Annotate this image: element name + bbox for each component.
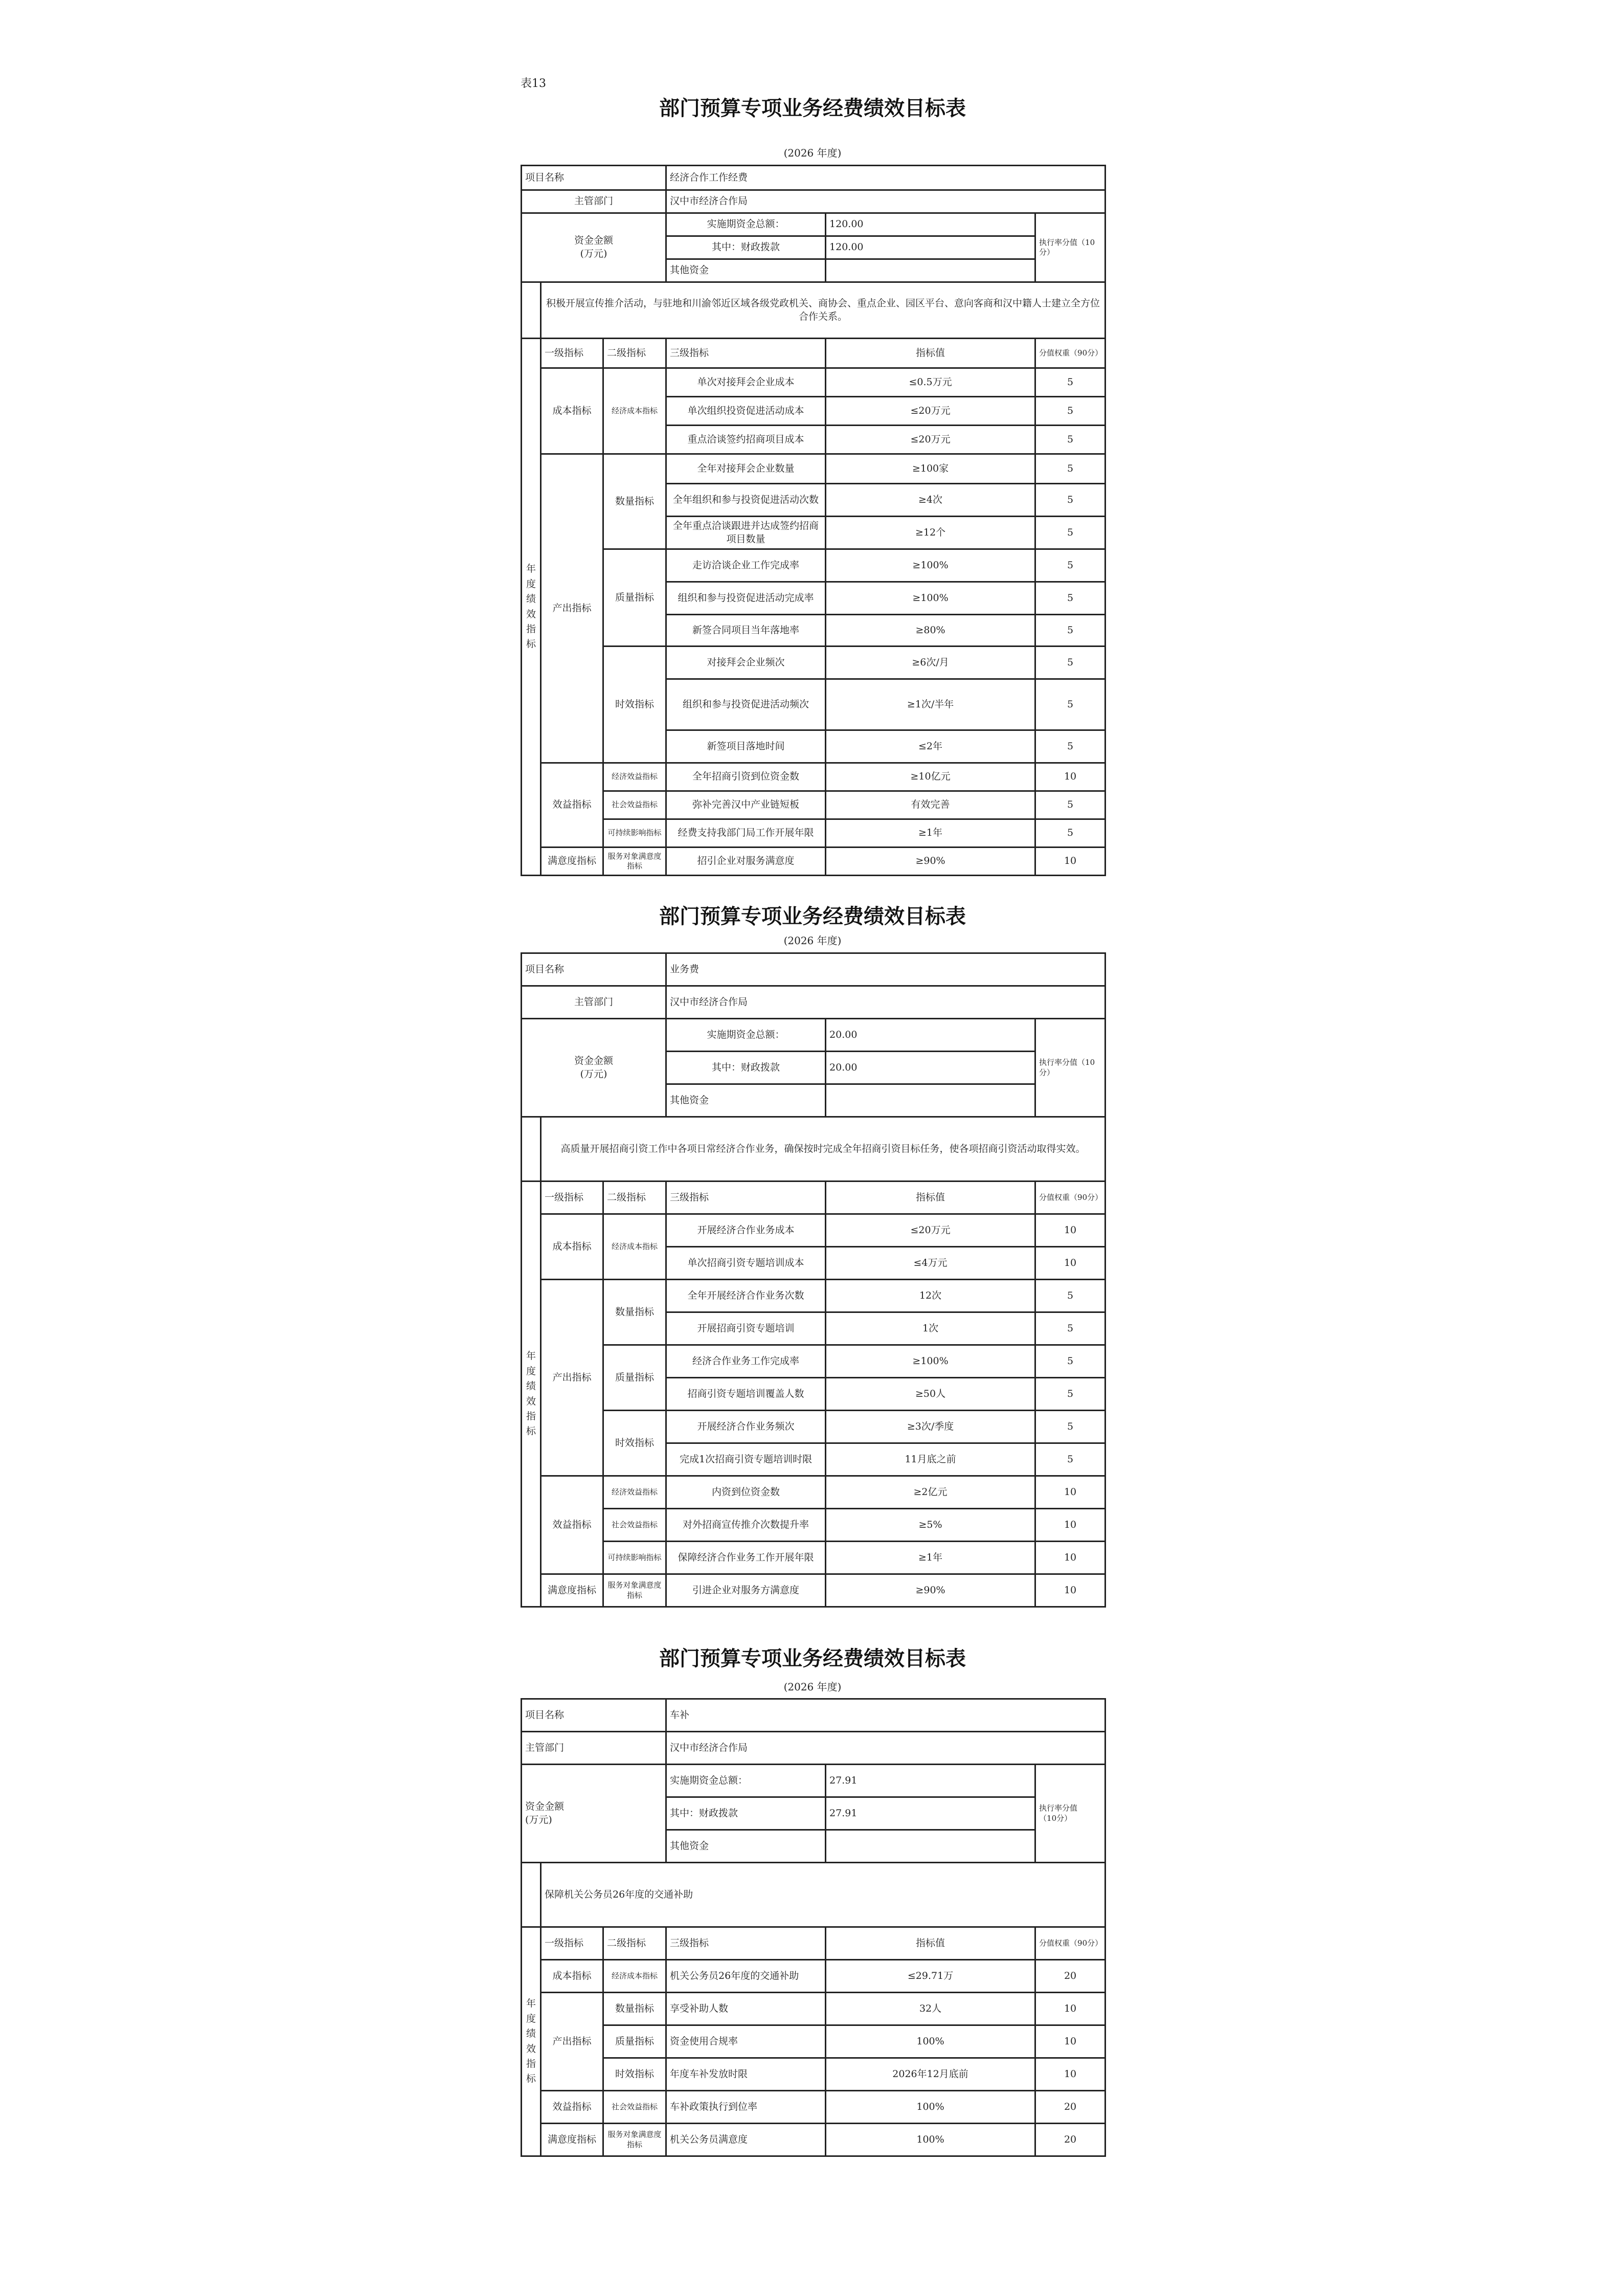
- indicator-value: ≥50人: [826, 1378, 1035, 1411]
- level3-indicator: 完成1次招商引资专题培训时限: [666, 1443, 826, 1476]
- indicator-weight: 5: [1035, 517, 1106, 549]
- indicator-weight: 5: [1035, 368, 1106, 397]
- indicator-value: 32人: [826, 1993, 1035, 2025]
- level3-indicator: 新签合同项目当年落地率: [666, 615, 826, 647]
- indicator-weight: 10: [1035, 1542, 1106, 1574]
- indicator-value: ≥2亿元: [826, 1476, 1035, 1509]
- level2-indicator: 经济成本指标: [603, 1214, 666, 1280]
- performance-table: [521, 165, 1106, 876]
- level3-indicator: 全年开展经济合作业务次数: [666, 1280, 826, 1312]
- level1-indicator: 产出指标: [541, 1993, 603, 2091]
- total-funds-value: 27.91: [826, 1765, 1035, 1797]
- fiscal-funds-value: 27.91: [826, 1797, 1035, 1830]
- execution-rate-score: 执行率分值（10分）: [1035, 213, 1106, 282]
- indicator-weight: 20: [1035, 1960, 1106, 1993]
- level3-indicator: 保障经济合作业务工作开展年限: [666, 1542, 826, 1574]
- level2-indicator: 时效指标: [603, 1411, 666, 1476]
- level2-indicator: 社会效益指标: [603, 791, 666, 819]
- dept-label: 主管部门: [522, 986, 666, 1019]
- indicator-value: ≥4次: [826, 484, 1035, 517]
- table-row: [522, 2025, 1106, 2058]
- level3-indicator: 开展经济合作业务频次: [666, 1411, 826, 1443]
- dept-label: 主管部门: [522, 190, 666, 213]
- header-level3: 三级指标: [666, 1927, 826, 1960]
- level3-indicator: 开展经济合作业务成本: [666, 1214, 826, 1247]
- indicator-value: ≥3次/季度: [826, 1411, 1035, 1443]
- indicator-value: ≤29.71万: [826, 1960, 1035, 1993]
- level1-indicator: 产出指标: [541, 1280, 603, 1476]
- level1-indicator: 效益指标: [541, 2091, 603, 2124]
- other-funds-label: 其他资金: [666, 1830, 826, 1863]
- indicator-weight: 10: [1035, 763, 1106, 791]
- level3-indicator: 全年重点洽谈跟进并达成签约招商项目数量: [666, 517, 826, 549]
- level2-indicator: 经济成本指标: [603, 1960, 666, 1993]
- header-weight: 分值权重（90分）: [1035, 1182, 1106, 1214]
- other-funds-value: [826, 1830, 1035, 1863]
- level3-indicator: 全年对接拜会企业数量: [666, 454, 826, 484]
- indicator-weight: 5: [1035, 582, 1106, 615]
- indicator-value: ≤4万元: [826, 1247, 1035, 1280]
- execution-rate-score: 执行率分值（10分）: [1035, 1019, 1106, 1117]
- other-funds-value: [826, 1084, 1035, 1117]
- indicator-value: ≤20万元: [826, 1214, 1035, 1247]
- level3-indicator: 招引企业对服务满意度: [666, 848, 826, 876]
- table-title: 部门预算专项业务经费绩效目标表: [659, 97, 966, 120]
- level1-indicator: 满意度指标: [541, 848, 603, 876]
- indicator-value: ≥10亿元: [826, 763, 1035, 791]
- level1-indicator: 效益指标: [541, 763, 603, 848]
- table-row: [522, 368, 1106, 397]
- level3-indicator: 组织和参与投资促进活动完成率: [666, 582, 826, 615]
- level1-indicator: 产出指标: [541, 454, 603, 763]
- level2-indicator: 经济效益指标: [603, 1476, 666, 1509]
- indicator-value: 100%: [826, 2091, 1035, 2124]
- level2-indicator: 社会效益指标: [603, 1509, 666, 1542]
- level1-indicator: 效益指标: [541, 1476, 603, 1574]
- header-level2: 二级指标: [603, 1182, 666, 1214]
- indicator-weight: 5: [1035, 1378, 1106, 1411]
- indicator-value: 有效完善: [826, 791, 1035, 819]
- indicator-weight: 20: [1035, 2124, 1106, 2156]
- level2-indicator: 服务对象满意度指标: [603, 1574, 666, 1607]
- table-row: [522, 1214, 1106, 1247]
- total-funds-label: 实施期资金总额：: [666, 1765, 826, 1797]
- indicator-value: 1次: [826, 1312, 1035, 1345]
- funds-label: 资金金额 (万元): [522, 1019, 666, 1117]
- other-funds-label: 其他资金: [666, 1084, 826, 1117]
- indicator-weight: 5: [1035, 1280, 1106, 1312]
- indicator-weight: 10: [1035, 1993, 1106, 2025]
- indicator-weight: 5: [1035, 819, 1106, 848]
- total-funds-label: 实施期资金总额：: [666, 1019, 826, 1052]
- level2-indicator: 数量指标: [603, 454, 666, 549]
- fiscal-funds-value: 20.00: [826, 1052, 1035, 1084]
- header-value: 指标值: [826, 1182, 1035, 1214]
- indicator-weight: 10: [1035, 1247, 1106, 1280]
- header-value: 指标值: [826, 1927, 1035, 1960]
- level3-indicator: 年度车补发放时限: [666, 2058, 826, 2091]
- project-name-label: 项目名称: [522, 953, 666, 986]
- project-name-value: 经济合作工作经费: [666, 166, 1106, 190]
- level2-indicator: 质量指标: [603, 2025, 666, 2058]
- funds-label: 资金金额 (万元): [522, 213, 666, 282]
- indicator-value: ≥100%: [826, 582, 1035, 615]
- level2-indicator: 服务对象满意度指标: [603, 848, 666, 876]
- level3-indicator: 单次组织投资促进活动成本: [666, 397, 826, 426]
- level2-indicator: 质量指标: [603, 549, 666, 647]
- indicator-weight: 5: [1035, 397, 1106, 426]
- indicator-value: ≥100%: [826, 549, 1035, 582]
- execution-rate-score: 执行率分值 （10分）: [1035, 1765, 1106, 1863]
- indicator-weight: 5: [1035, 484, 1106, 517]
- level3-indicator: 对接拜会企业频次: [666, 647, 826, 679]
- other-funds-value: [826, 259, 1035, 282]
- target-blank: [522, 1117, 541, 1182]
- level3-indicator: 资金使用合规率: [666, 2025, 826, 2058]
- level3-indicator: 引进企业对服务方满意度: [666, 1574, 826, 1607]
- table-row: [522, 1960, 1106, 1993]
- level3-indicator: 经费支持我部门局工作开展年限: [666, 819, 826, 848]
- level3-indicator: 单次招商引资专题培训成本: [666, 1247, 826, 1280]
- table-row: [522, 1280, 1106, 1312]
- indicator-weight: 10: [1035, 2025, 1106, 2058]
- indicator-weight: 5: [1035, 615, 1106, 647]
- level2-indicator: 可持续影响指标: [603, 1542, 666, 1574]
- header-weight: 分值权重（90分）: [1035, 1927, 1106, 1960]
- level2-indicator: 时效指标: [603, 647, 666, 763]
- table-row: [522, 549, 1106, 582]
- indicator-weight: 20: [1035, 2091, 1106, 2124]
- page-label: 表13: [521, 77, 546, 90]
- table-year: (2026 年度): [783, 934, 842, 947]
- indicator-weight: 5: [1035, 679, 1106, 730]
- level3-indicator: 对外招商宣传推介次数提升率: [666, 1509, 826, 1542]
- level3-indicator: 机关公务员满意度: [666, 2124, 826, 2156]
- performance-table: [521, 952, 1106, 1608]
- project-name-label: 项目名称: [522, 1699, 666, 1732]
- indicator-weight: 5: [1035, 426, 1106, 454]
- table-row: [522, 2124, 1106, 2156]
- table-row: [522, 848, 1106, 876]
- indicator-value: 100%: [826, 2025, 1035, 2058]
- level2-indicator: 经济成本指标: [603, 368, 666, 454]
- table-year: (2026 年度): [783, 1681, 842, 1693]
- performance-table: [521, 1698, 1106, 2157]
- level3-indicator: 享受补助人数: [666, 1993, 826, 2025]
- indicator-weight: 10: [1035, 2058, 1106, 2091]
- level3-indicator: 经济合作业务工作完成率: [666, 1345, 826, 1378]
- indicator-weight: 5: [1035, 647, 1106, 679]
- funds-label: 资金金额 (万元): [522, 1765, 666, 1863]
- level1-indicator: 成本指标: [541, 1214, 603, 1280]
- target-blank: [522, 1863, 541, 1927]
- dept-value: 汉中市经济合作局: [666, 986, 1106, 1019]
- level3-indicator: 单次对接拜会企业成本: [666, 368, 826, 397]
- header-level2: 二级指标: [603, 1927, 666, 1960]
- table-row: [522, 2091, 1106, 2124]
- other-funds-label: 其他资金: [666, 259, 826, 282]
- fiscal-funds-value: 120.00: [826, 236, 1035, 259]
- indicator-weight: 5: [1035, 454, 1106, 484]
- table-row: [522, 454, 1106, 484]
- indicator-value: ≤20万元: [826, 397, 1035, 426]
- annual-indicators-label: 年 度 绩 效 指 标: [522, 1927, 541, 2156]
- indicator-value: ≥1年: [826, 819, 1035, 848]
- fiscal-funds-label: 其中：财政拨款: [666, 1797, 826, 1830]
- level2-indicator: 质量指标: [603, 1345, 666, 1411]
- level1-indicator: 满意度指标: [541, 2124, 603, 2156]
- table-title: 部门预算专项业务经费绩效目标表: [659, 1647, 966, 1670]
- indicator-value: ≥1次/半年: [826, 679, 1035, 730]
- table-row: [522, 1411, 1106, 1443]
- level3-indicator: 走访洽谈企业工作完成率: [666, 549, 826, 582]
- table-row: [522, 1574, 1106, 1607]
- indicator-value: 11月底之前: [826, 1443, 1035, 1476]
- indicator-weight: 10: [1035, 1509, 1106, 1542]
- level1-indicator: 满意度指标: [541, 1574, 603, 1607]
- annual-target-text: 保障机关公务员26年度的交通补助: [541, 1863, 1106, 1927]
- header-weight: 分值权重（90分）: [1035, 339, 1106, 368]
- level2-indicator: 数量指标: [603, 1280, 666, 1345]
- level2-indicator: 服务对象满意度指标: [603, 2124, 666, 2156]
- indicator-weight: 5: [1035, 549, 1106, 582]
- level3-indicator: 弥补完善汉中产业链短板: [666, 791, 826, 819]
- level2-indicator: 时效指标: [603, 2058, 666, 2091]
- header-level3: 三级指标: [666, 1182, 826, 1214]
- table-row: [522, 647, 1106, 679]
- table-row: [522, 819, 1106, 848]
- header-level2: 二级指标: [603, 339, 666, 368]
- level3-indicator: 内资到位资金数: [666, 1476, 826, 1509]
- level3-indicator: 全年组织和参与投资促进活动次数: [666, 484, 826, 517]
- indicator-weight: 10: [1035, 1574, 1106, 1607]
- level2-indicator: 数量指标: [603, 1993, 666, 2025]
- target-blank: [522, 282, 541, 339]
- total-funds-label: 实施期资金总额：: [666, 213, 826, 236]
- annual-indicators-label: 年 度 绩 效 指 标: [522, 339, 541, 876]
- annual-indicators-label: 年 度 绩 效 指 标: [522, 1182, 541, 1607]
- level2-indicator: 可持续影响指标: [603, 819, 666, 848]
- table-row: [522, 1476, 1106, 1509]
- indicator-weight: 10: [1035, 848, 1106, 876]
- table-row: [522, 763, 1106, 791]
- indicator-value: ≤20万元: [826, 426, 1035, 454]
- level2-indicator: 经济效益指标: [603, 763, 666, 791]
- indicator-value: ≥100%: [826, 1345, 1035, 1378]
- indicator-weight: 5: [1035, 1443, 1106, 1476]
- level1-indicator: 成本指标: [541, 368, 603, 454]
- level2-indicator: 社会效益指标: [603, 2091, 666, 2124]
- header-value: 指标值: [826, 339, 1035, 368]
- indicator-weight: 5: [1035, 730, 1106, 763]
- level3-indicator: 招商引资专题培训覆盖人数: [666, 1378, 826, 1411]
- fiscal-funds-label: 其中：财政拨款: [666, 236, 826, 259]
- indicator-weight: 5: [1035, 1312, 1106, 1345]
- indicator-value: ≥1年: [826, 1542, 1035, 1574]
- indicator-value: ≥6次/月: [826, 647, 1035, 679]
- total-funds-value: 120.00: [826, 213, 1035, 236]
- header-level3: 三级指标: [666, 339, 826, 368]
- indicator-value: ≥100家: [826, 454, 1035, 484]
- project-name-value: 车补: [666, 1699, 1106, 1732]
- table-row: [522, 791, 1106, 819]
- level3-indicator: 车补政策执行到位率: [666, 2091, 826, 2124]
- header-level1: 一级指标: [541, 1182, 603, 1214]
- indicator-weight: 10: [1035, 1476, 1106, 1509]
- table-row: [522, 1345, 1106, 1378]
- level3-indicator: 开展招商引资专题培训: [666, 1312, 826, 1345]
- table-row: [522, 1993, 1106, 2025]
- table-row: [522, 1542, 1106, 1574]
- level3-indicator: 组织和参与投资促进活动频次: [666, 679, 826, 730]
- header-level1: 一级指标: [541, 339, 603, 368]
- level3-indicator: 机关公务员26年度的交通补助: [666, 1960, 826, 1993]
- indicator-weight: 5: [1035, 1345, 1106, 1378]
- project-name-value: 业务费: [666, 953, 1106, 986]
- indicator-value: ≤0.5万元: [826, 368, 1035, 397]
- indicator-value: ≥90%: [826, 1574, 1035, 1607]
- total-funds-value: 20.00: [826, 1019, 1035, 1052]
- indicator-weight: 5: [1035, 1411, 1106, 1443]
- table-row: [522, 1509, 1106, 1542]
- dept-value: 汉中市经济合作局: [666, 1732, 1106, 1765]
- level3-indicator: 全年招商引资到位资金数: [666, 763, 826, 791]
- dept-value: 汉中市经济合作局: [666, 190, 1106, 213]
- indicator-value: 12次: [826, 1280, 1035, 1312]
- indicator-weight: 10: [1035, 1214, 1106, 1247]
- table-row: [522, 2058, 1106, 2091]
- indicator-value: 2026年12月底前: [826, 2058, 1035, 2091]
- annual-target-text: 积极开展宣传推介活动，与驻地和川渝邻近区域各级党政机关、商协会、重点企业、园区平台、意向客商和汉中籍人士建立全方位合作关系。: [541, 282, 1106, 339]
- level1-indicator: 成本指标: [541, 1960, 603, 1993]
- table-year: (2026 年度): [783, 147, 842, 159]
- dept-label: 主管部门: [522, 1732, 666, 1765]
- annual-target-text: 高质量开展招商引资工作中各项日常经济合作业务，确保按时完成全年招商引资目标任务，使各项招商引资活动取得实效。: [541, 1117, 1106, 1182]
- indicator-value: ≥12个: [826, 517, 1035, 549]
- table-title: 部门预算专项业务经费绩效目标表: [659, 905, 966, 928]
- indicator-value: ≥90%: [826, 848, 1035, 876]
- header-level1: 一级指标: [541, 1927, 603, 1960]
- level3-indicator: 重点洽谈签约招商项目成本: [666, 426, 826, 454]
- indicator-weight: 5: [1035, 791, 1106, 819]
- project-name-label: 项目名称: [522, 166, 666, 190]
- fiscal-funds-label: 其中：财政拨款: [666, 1052, 826, 1084]
- indicator-value: 100%: [826, 2124, 1035, 2156]
- level3-indicator: 新签项目落地时间: [666, 730, 826, 763]
- indicator-value: ≥5%: [826, 1509, 1035, 1542]
- indicator-value: ≤2年: [826, 730, 1035, 763]
- indicator-value: ≥80%: [826, 615, 1035, 647]
